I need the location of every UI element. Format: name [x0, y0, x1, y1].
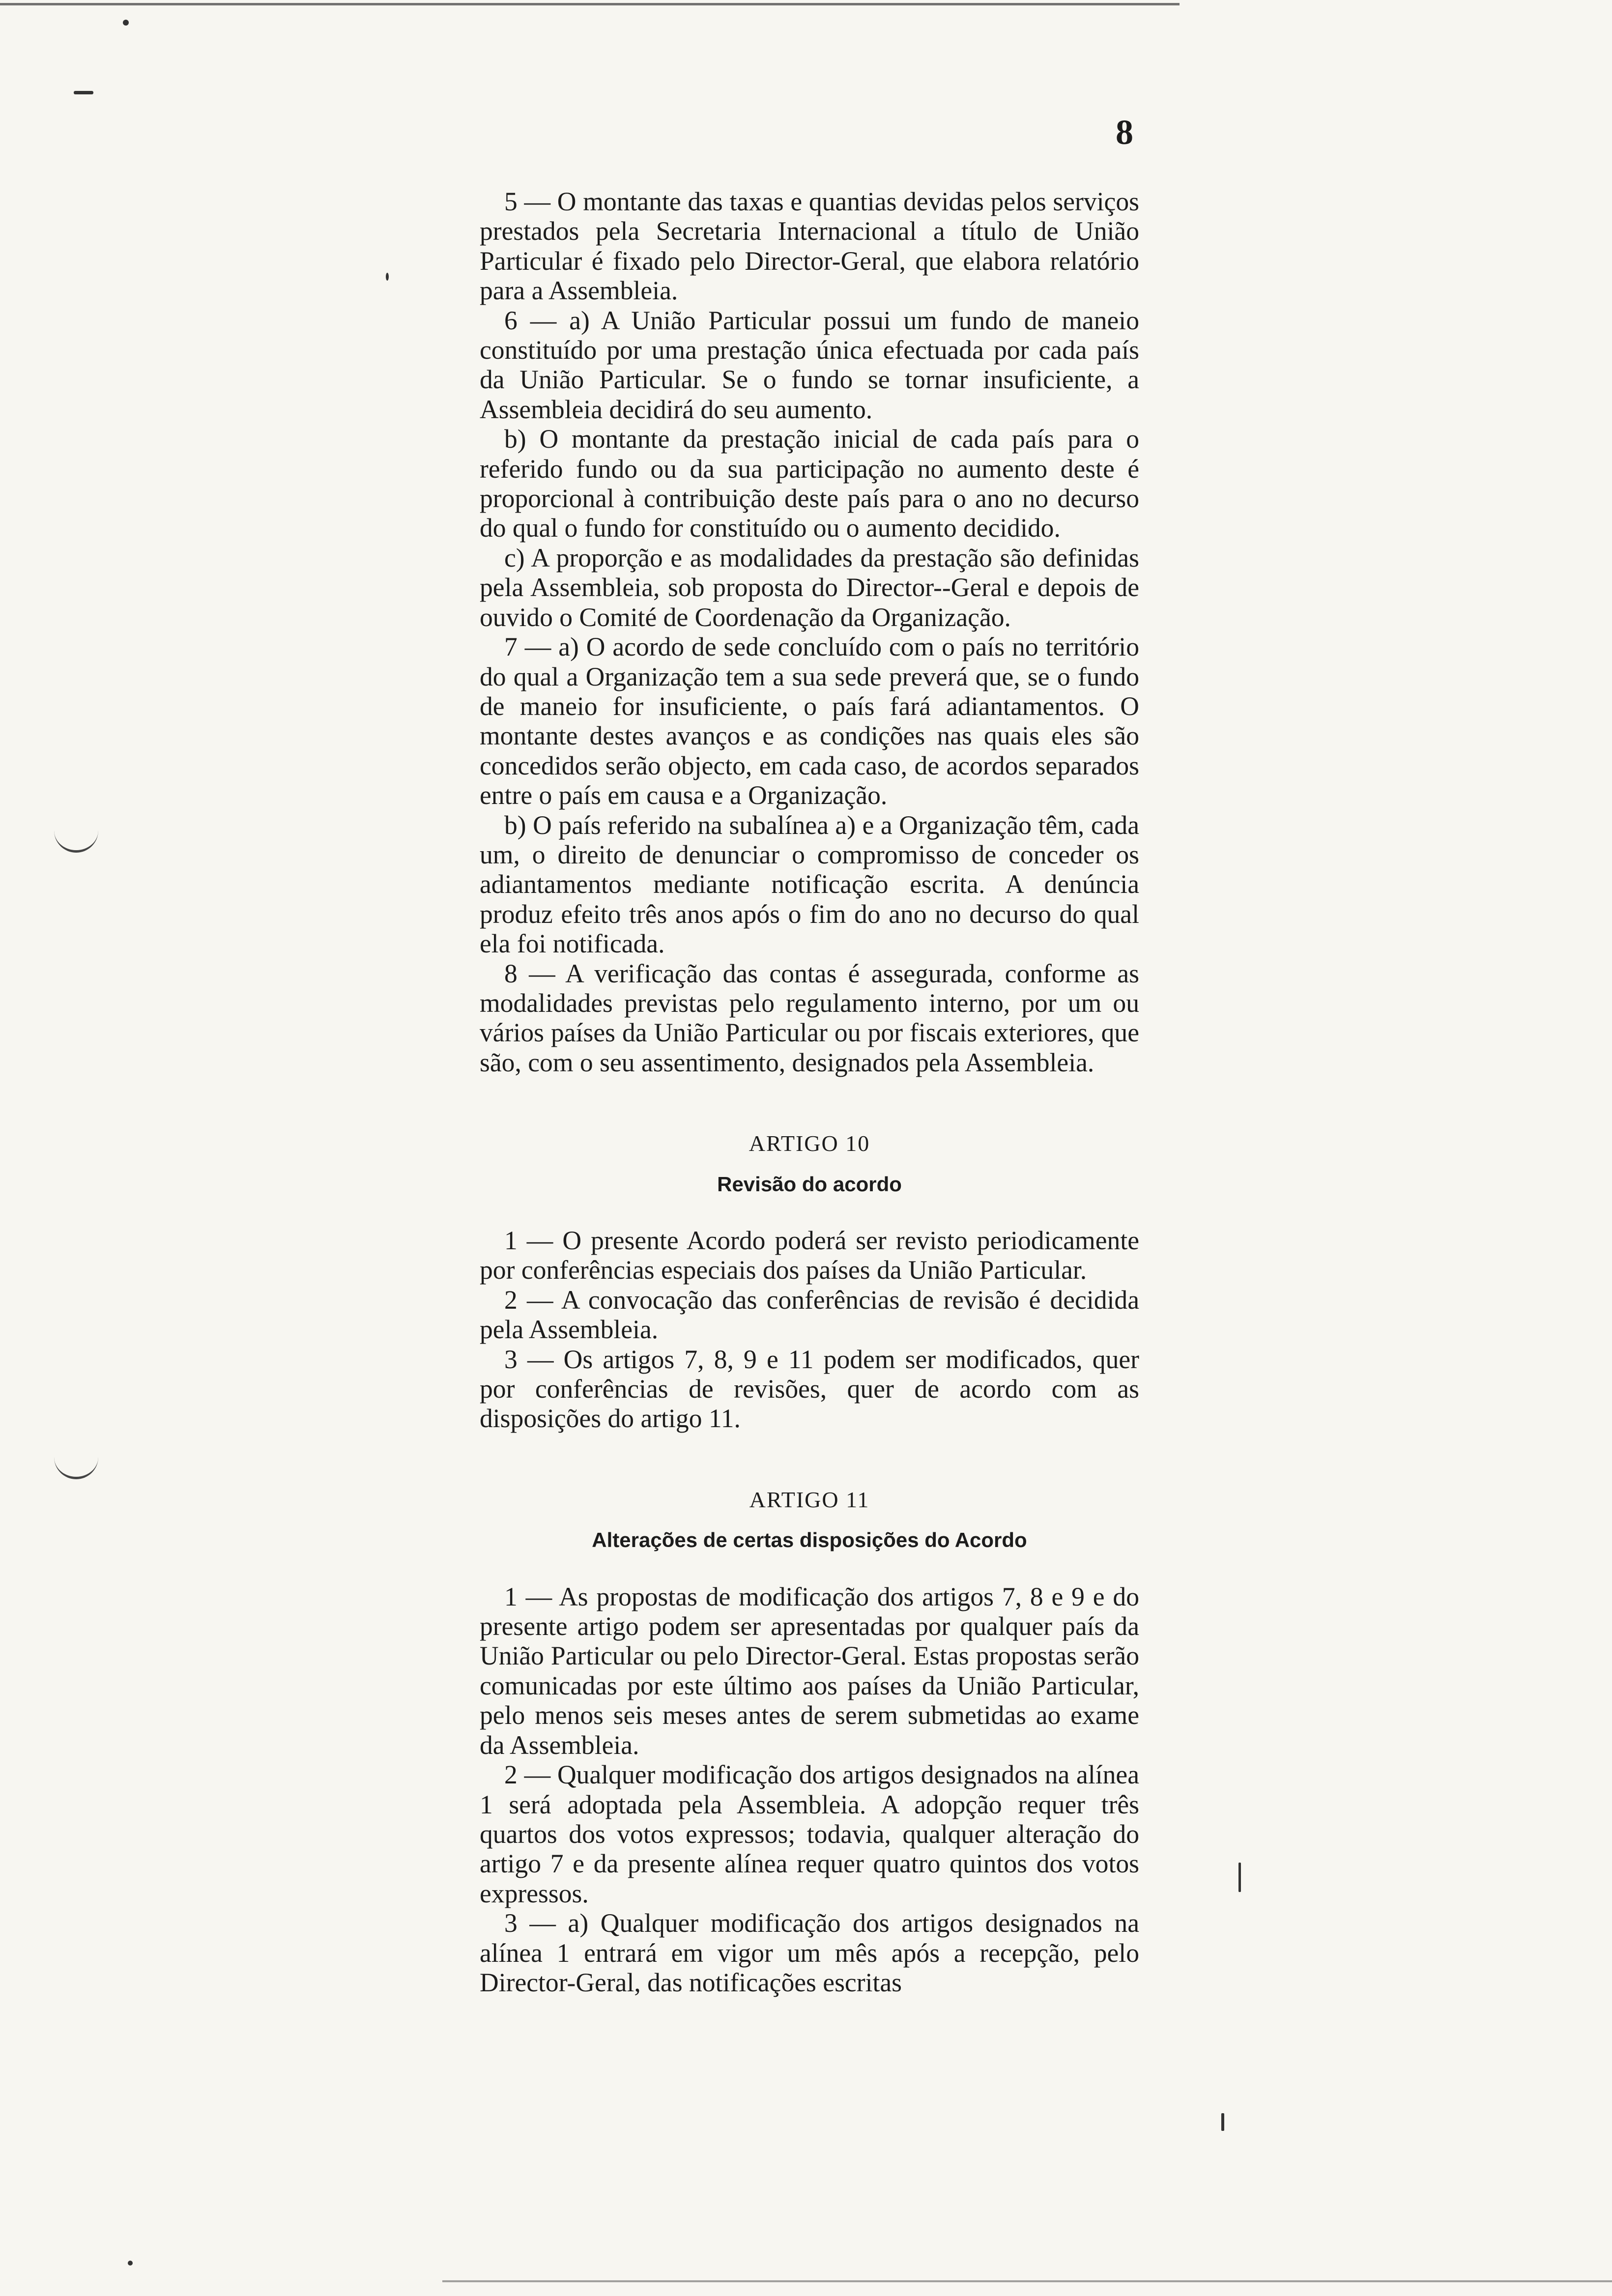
article-9-continued — [480, 187, 1139, 1077]
paragraph: c) A proporção e as modalidades da prestação são definidas pela Assembleia, sob proposta do Director--Geral e depois de ouvido o Comité de Coordenação da Organização. — [480, 543, 1139, 632]
scan-speck — [74, 91, 93, 94]
scan-speck — [123, 20, 129, 26]
paragraph: 3 — Os artigos 7, 8, 9 e 11 podem ser modificados, quer por conferências de revisões, quer de acordo com as disposições do artigo 11. — [480, 1344, 1139, 1434]
paragraph: 2 — A convocação das conferências de revisão é decidida pela Assembleia. — [480, 1285, 1139, 1345]
scan-speck — [1221, 2113, 1224, 2131]
paragraph: 7 — a) O acordo de sede concluído com o país no território do qual a Organização tem a sua sede preverá que, se o fundo de maneio for insuficiente, o país fará adiantamentos. O montante destes avanços e as condições nas quais eles são concedidos serão objecto, em cada caso, de acordos separados entre o país em causa e a Organização. — [480, 632, 1139, 810]
article-heading: ARTIGO 10 — [748, 1131, 870, 1156]
scan-speck — [386, 273, 389, 281]
scan-edge-bottom — [442, 2280, 1612, 2282]
article-heading: ARTIGO 11 — [749, 1487, 870, 1512]
paragraph: 1 — As propostas de modificação dos artigos 7, 8 e 9 e do presente artigo podem ser apresentadas por qualquer país da União Particular ou pelo Director-Geral. Estas propostas serão comunicadas por este último aos países da União Particular, pelo menos seis meses antes de serem submetidas ao exame da Assembleia. — [480, 1581, 1139, 1760]
article-subtitle: Revisão do acordo — [717, 1172, 902, 1196]
paragraph: b) O país referido na subalínea a) e a Organização têm, cada um, o direito de denunciar o compromisso de conceder os adiantamentos mediante notificação escrita. A denúncia produz efeito três anos após o fim do ano no decurso do qual ela foi notificada. — [480, 810, 1139, 959]
scan-speck — [128, 2261, 133, 2266]
paragraph: 3 — a) Qualquer modificação dos artigos designados na alínea 1 entrará em vigor um mês após a recepção, pelo Director-Geral, das notificações escritas — [480, 1908, 1139, 1997]
punch-hole-mark — [54, 831, 98, 853]
page-number: 8 — [1116, 113, 1133, 152]
document-body — [480, 187, 1139, 1997]
paragraph: 6 — a) A União Particular possui um fundo de maneio constituído por uma prestação única efectuada por cada país da União Particular. Se o fundo se tornar insuficiente, a Assembleia decidirá do seu aumento. — [480, 305, 1139, 424]
article-subtitle: Alterações de certas disposições do Acordo — [592, 1528, 1027, 1552]
article-10 — [480, 1129, 1139, 1434]
article-11 — [480, 1485, 1139, 1998]
spacer — [480, 1077, 1139, 1129]
spacer — [480, 1434, 1139, 1485]
spacer — [480, 1199, 1139, 1226]
paragraph: 5 — O montante das taxas e quantias devidas pelos serviços prestados pela Secretaria Internacional a título de União Particular é fixado pelo Director-Geral, que elabora relatório para a Assembleia. — [480, 187, 1139, 306]
scan-edge-top — [0, 3, 1180, 5]
spacer — [480, 1159, 1139, 1170]
paragraph: 8 — A verificação das contas é assegurada, conforme as modalidades previstas pelo regulamento interno, por um ou vários países da União Particular ou por fiscais exteriores, que são, com o seu assentimento, designados pela Assembleia. — [480, 958, 1139, 1077]
paragraph: 2 — Qualquer modificação dos artigos designados na alínea 1 será adoptada pela Assembleia. A adopção requer três quartos dos votos expressos; todavia, qualquer alteração do artigo 7 e da presente alínea requer quatro quintos dos votos expressos. — [480, 1760, 1139, 1908]
paragraph: b) O montante da prestação inicial de cada país para o referido fundo ou da sua participação no aumento deste é proporcional à contribuição deste país para o ano no decurso do qual o fundo for constituído ou o aumento decidido. — [480, 424, 1139, 543]
spacer — [480, 1515, 1139, 1525]
paragraph: 1 — O presente Acordo poderá ser revisto periodicamente por conferências especiais dos países da União Particular. — [480, 1226, 1139, 1285]
punch-hole-mark — [54, 1457, 98, 1479]
scan-speck — [1238, 1863, 1241, 1892]
spacer — [480, 1555, 1139, 1582]
